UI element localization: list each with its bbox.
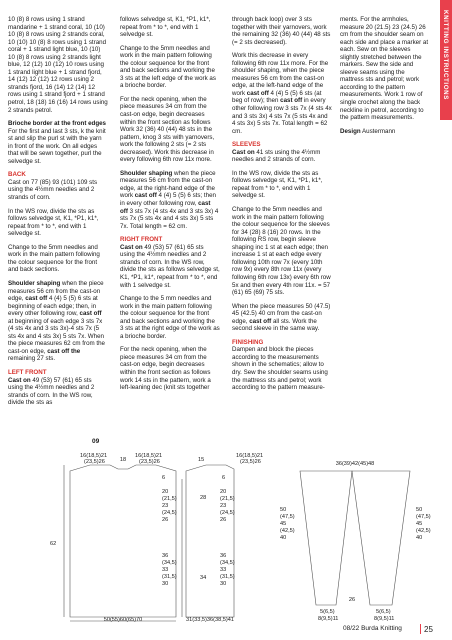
sleeve-schematic <box>300 471 410 605</box>
paragraph: 10 (8) 8 rows using 1 strand mandarine + 1 strand coral, 10 (10) 10 (8) 8 rows using 2 strands coral, 10 (10) 10 (8) 8 rows using 1 strand coral + 1 strand light blue, 10 (10) 10 (8) 8 rows using 2 strands light blue, 12 (12) 10 (12) 10 rows using 1 strand light blue + 1 strand fjord, 14 (12) 12 (12) 12 rows using 2 strands fjord, 16 (14) 12 (14) 12 rows using 1 strand fjord + 1 strand petrol, 18 (18) 16 (16) 14 rows using 2 strands petrol. <box>8 16 108 114</box>
dim-label: (42,5) <box>280 528 295 534</box>
dim-label: (34,5) <box>220 560 235 566</box>
text-column-4 <box>340 16 430 141</box>
dim-label: 36 <box>162 553 169 559</box>
dim-label: (24,5) <box>220 510 235 516</box>
paragraph <box>120 170 220 230</box>
paragraph <box>120 236 220 289</box>
page-number: 25 <box>424 625 433 634</box>
section-heading-left-front: LEFT FRONT <box>8 368 47 376</box>
dim-label: 36 <box>220 553 227 559</box>
section-heading-sleeves: SLEEVES <box>232 141 261 149</box>
paragraph: follows selvedge st, K1, *P1, k1*, repeat from * to *, end with 1 selvedge st. <box>120 16 211 39</box>
paragraph <box>8 280 108 363</box>
body-text: 4 (4) 5 (5) 6 sts; then in every other following row, <box>120 192 216 208</box>
dim-label: (21,5) <box>220 496 235 502</box>
footer-divider <box>420 624 421 634</box>
section-tab-label: KNITTING INSTRUCTIONS <box>442 10 449 100</box>
body-text: 41 sts using the 4½mm needles and 2 strands of corn. <box>232 148 321 164</box>
dim-label: 5(6,5) <box>376 609 391 615</box>
front-labels <box>186 453 263 623</box>
dim-label: (23,5)26 <box>84 459 105 465</box>
issue-and-brand <box>343 625 402 632</box>
paragraph: ments. For the armholes, measure 20 (21.5) 23 (24.5) 26 cm from the shoulder seam on each side and place a marker at each. Sew on the sleeves slightly stretched between the markers. Sew the side and sleeve seams using the mattress sts and petrol; work according to the pattern measurements. Work 1 row of single crochet along the back neckline in petrol, according to the pattern measurements. <box>340 16 429 122</box>
dim-label: (47,5) <box>416 514 431 520</box>
body-text: For the first and last 3 sts, k the knit st and slip the purl st with the yarn in front of the work. On all edges that will be sewn together, purl the selvedge st. <box>8 127 106 165</box>
dim-label: 34 <box>200 575 207 581</box>
body-text: all sts. Work the second sleeve in the same way. <box>232 317 320 333</box>
dim-label: 8(9,5)11 <box>374 616 395 622</box>
dim-label: 31(33,5)36(38,5)41 <box>186 617 234 623</box>
dim-label: 26 <box>162 517 169 523</box>
dim-label: 30 <box>220 581 227 587</box>
dim-label: (34,5) <box>162 560 177 566</box>
figure-number: 09 <box>92 438 100 445</box>
dim-label: 20 <box>162 489 169 495</box>
section-heading-finishing: FINISHING <box>232 338 264 346</box>
body-text: when the piece measures 56 cm from the cast-on edge, at the right-hand edge of the work <box>120 169 216 200</box>
dim-label: 5(6,5) <box>320 609 335 615</box>
dim-label: 36(39)42(45)48 <box>335 461 375 467</box>
body-text: remaining 27 sts. <box>8 355 56 363</box>
keyword: Cast on <box>232 148 255 156</box>
section-tab <box>440 0 452 120</box>
paragraph: In the WS row, divide the sts as follows selvedge st, K1, *P1, k1*, repeat from * to *, end with 1 selvedge st. <box>8 207 99 238</box>
dim-label: 26 <box>348 597 356 603</box>
sleeve-outline <box>300 471 352 605</box>
back-outline <box>70 465 176 617</box>
sleeve-outline-right <box>352 471 410 605</box>
keyword: cast off <box>249 317 272 325</box>
keyword: cast off <box>79 310 102 318</box>
body-text: 3 sts 7x (4 sts 4x and 3 sts 3x) 4 sts 7x (5 sts 4x and 4 sts 3x) 5 sts 7x. Total length = 62 cm. <box>120 207 219 230</box>
front-outline <box>186 465 234 617</box>
dim-label: 20 <box>220 489 227 495</box>
subheading: Brioche border at the front edges <box>8 120 106 128</box>
body-text: When the piece measures 50 (47.5) 45 (42.5) 40 cm from the cast-on edge, <box>232 302 331 325</box>
front-schematic <box>182 465 234 617</box>
dim-label: 45 <box>416 521 423 527</box>
dim-label: 30 <box>162 581 169 587</box>
keyword: cast off the <box>47 347 81 355</box>
keyword: Cast on <box>8 376 31 384</box>
dim-label: 6 <box>162 475 166 481</box>
dim-label: 16(18,5)21 <box>135 453 163 459</box>
dim-label: 18 <box>119 457 127 463</box>
dim-label: 40 <box>416 535 423 541</box>
paragraph: Change to the 5mm needles and work in the main pattern following the colour sequence for the front and back sections and working the 3 sts at the left edge of the work as a brioche border. <box>120 44 216 90</box>
dim-label: (31,5) <box>220 574 235 580</box>
text-column-3 <box>232 16 332 398</box>
dim-label: 62 <box>50 541 57 547</box>
keyword: cast off <box>246 89 269 97</box>
text-column-1 <box>8 16 108 413</box>
paragraph <box>8 120 108 165</box>
section-heading-right-front: RIGHT FRONT <box>120 236 163 244</box>
dim-label: (24,5) <box>162 510 177 516</box>
body-text: Dampen and block the pieces according to the measurements shown in the schematics; allow to dry. Sew the shoulder seams using the mattress sts and petrol; work according to the pattern measure- <box>232 346 328 392</box>
dim-label: 33 <box>220 567 227 573</box>
paragraph: In the WS row, divide the sts as follows selvedge st, K1, *P1, k1*, repeat from * to *, end with 1 selvedge st. <box>232 169 323 200</box>
body-text: when the piece measures 56 cm from the cast-on edge, <box>8 279 104 303</box>
paragraph <box>232 141 332 164</box>
paragraph: For the neck opening, when the piece measures 34 cm from the cast-on edge, begin decreases within the front section as follows work 14 sts in the pattern, work a left-leaning dec (knit sts together <box>120 346 211 392</box>
dim-label: 28 <box>200 495 207 501</box>
dim-label: 50(55)60(65)70 <box>103 617 143 623</box>
paragraph: Change to the 5mm needles and work in the main pattern following the colour sequence for the sleeves for 34 (28) 8 (16) 20 rows. In the following RS row, begin sleeve shaping inc 1 st at each edge; then increase 1 st at each edge every following 10th row 7x (every 10th row 9x) every 8th row 11x (every following 6th row 13x) every 6th row 5x and then every 4th row 11x. = 57 (61) 65 (69) 75 sts. <box>232 206 331 297</box>
dim-label: 16(18,5)21 <box>236 453 264 459</box>
keyword: cast off <box>134 192 157 200</box>
body-text: Cast on 77 (85) 93 (101) 109 sts using the 4½mm needles and 2 strands of corn. <box>8 178 98 202</box>
dim-label: 23 <box>162 503 169 509</box>
designer-name: Austermann <box>360 127 396 135</box>
paragraph: For the neck opening, when the piece measures 34 cm from the cast-on edge, begin decreases within the front section as follows Work 32 (36) 40 (44) 48 sts in the pattern, knog 3 sts with yarnovers, work the following 2 sts (= 2 sts decreased). Work this decrease in every following 6th row 11x more. <box>120 95 215 164</box>
dim-label: 16(18,5)21 <box>80 453 108 459</box>
dim-label: 23 <box>220 503 227 509</box>
text-column-2 <box>120 16 220 398</box>
subheading: Shoulder shaping <box>120 169 173 177</box>
paragraph: through back loop) over 3 sts together with their yarnovers, work the remaining 32 (36) 40 (44) 48 sts (= 2 sts decreased). <box>232 16 331 46</box>
dim-label: 45 <box>280 521 287 527</box>
paragraph <box>8 369 108 407</box>
paragraph: Change to the 5 mm needles and work in the main pattern following the colour sequence for the front and back sections and working the 3 sts at the right edge of the work as a brioche border. <box>120 295 220 340</box>
garment-schematic <box>0 445 452 625</box>
dim-label: 50 <box>416 507 423 513</box>
subheading: Shoulder shaping <box>8 279 61 287</box>
dim-label: (23,5)26 <box>139 459 160 465</box>
back-labels <box>50 453 177 623</box>
section-heading-back: BACK <box>8 171 26 179</box>
dim-label: 26 <box>220 517 227 523</box>
dim-label: 15 <box>198 457 205 463</box>
paragraph <box>232 339 332 392</box>
dim-label: (47,5) <box>280 514 295 520</box>
body-text: 4 (4) 5 (5) 6 sts at beginning of each edge; then, in every other following row, <box>8 295 98 318</box>
body-text: 49 (53) 57 (61) 65 sts using the 4½mm needles and 2 strands of corn. In the WS row, divide the sts as <box>8 376 95 407</box>
paragraph <box>232 303 332 333</box>
dim-label: 8(9,5)11 <box>318 616 339 622</box>
magazine-name: Burda Knitting <box>361 625 402 632</box>
paragraph <box>8 171 108 201</box>
dim-label: (21,5) <box>162 496 177 502</box>
body-text: at beginning of each edge 3 sts 7x (4 sts 4x and 3 sts 3x)-4 sts 7x (5 sts 4x and 4 sts 3x) 5 sts 7x. When the piece measures 62 cm from the cast-on edge, <box>8 317 105 355</box>
body-text: Work this decrease in every following 6th row 11x more. For the shoulder shaping, when the piece measures 56 cm from the cast-on edge, at the left-hand edge of the work <box>232 52 329 97</box>
body-text: 4 (4) 5 (5) 6 sts (at beg of row); then <box>232 89 322 105</box>
dim-label: 33 <box>162 567 169 573</box>
back-schematic <box>64 465 176 621</box>
design-label: Design <box>340 127 361 135</box>
keyword: cast off <box>25 295 48 303</box>
dim-label: 6 <box>222 475 226 481</box>
keyword: Cast on <box>120 243 143 251</box>
body-text: 49 (53) 57 (61) 65 sts using the 4½mm needles and 2 strands of corn. In the WS row, divide the sts as follows selvedge st, K1, *P1, k1*, repeat from * to *, end with 1 selvedge st. <box>120 243 220 289</box>
issue-number: 08/22 <box>343 625 360 632</box>
dim-label: (31,5) <box>162 574 177 580</box>
dim-label: (23,5)26 <box>240 459 261 465</box>
paragraph <box>232 52 332 135</box>
keyword: cast off <box>120 200 211 215</box>
paragraph <box>340 128 430 136</box>
paragraph: Change to the 5mm needles and work in the main pattern following the colour sequence for the front and back sections. <box>8 243 100 274</box>
dim-label: (42,5) <box>416 528 431 534</box>
dim-label: 50 <box>280 507 287 513</box>
body-text: in every other following row 3 sts 7x (4 sts 4x and 3 sts 3x) 4 sts 7x (5 sts 4x and 4 sts 3x) 5 sts 7x. Total length = 62 cm. <box>232 97 332 135</box>
keyword: cast off <box>280 97 303 105</box>
dim-label: 40 <box>280 535 287 541</box>
